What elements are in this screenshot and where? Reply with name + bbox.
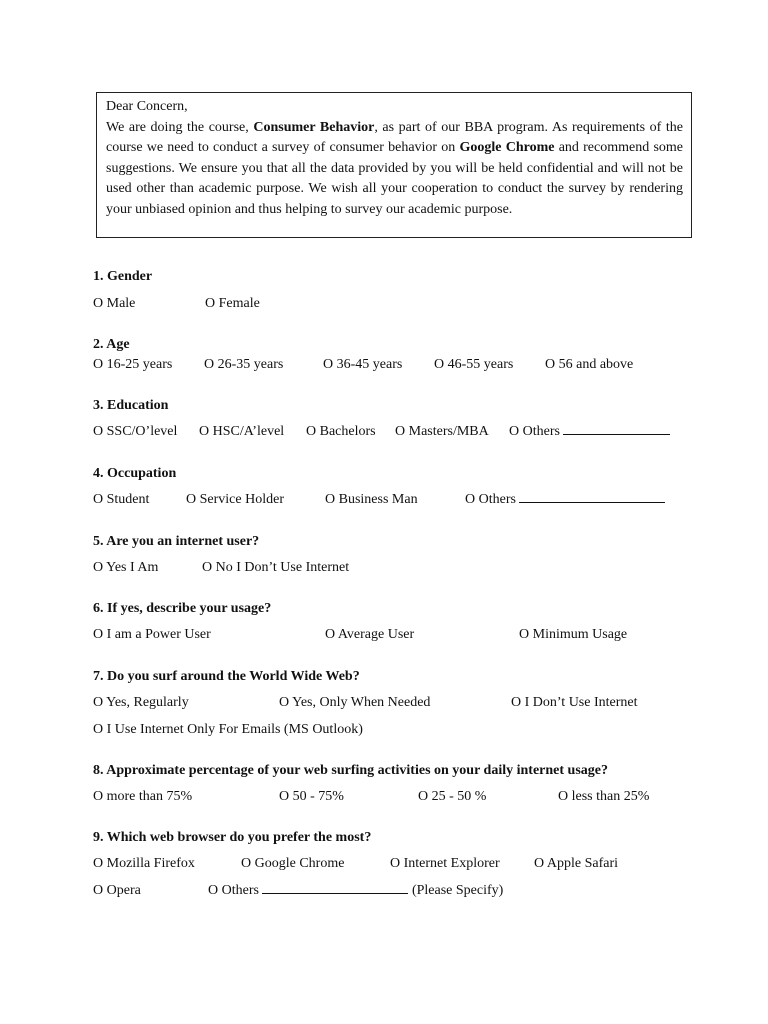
option-label: I Use Internet Only For Emails (MS Outlook) <box>106 722 363 737</box>
question-gender <box>93 268 713 314</box>
option-minimum-usage[interactable] <box>519 625 627 645</box>
option-label: Others <box>478 492 516 507</box>
question-education <box>93 397 713 442</box>
intro-text-3: and recommend some suggestions. We ensure you that all the data provided by you will be held confidential and will not be used other than academic purpose. We wish all your cooperation to conduct the survey by rendering your unbiased opinion and thus helping to survey our academic purpose. <box>106 140 683 217</box>
question-title: 1. Gender <box>93 269 153 284</box>
option-label: 56 and above <box>558 357 634 372</box>
option-opera[interactable] <box>93 881 141 901</box>
radio-circle[interactable]: O <box>325 492 336 507</box>
option-label: 16-25 years <box>106 357 173 372</box>
salutation: Dear Concern, <box>106 99 188 114</box>
radio-circle[interactable]: O <box>325 627 336 642</box>
option-masters[interactable] <box>395 422 489 442</box>
option-age-46-55[interactable] <box>434 355 513 375</box>
question-www <box>93 668 713 740</box>
option-internet-explorer[interactable] <box>390 854 500 874</box>
radio-circle[interactable]: O <box>93 627 104 642</box>
radio-circle[interactable]: O <box>93 424 104 439</box>
option-label: Average User <box>337 627 415 642</box>
option-hsc[interactable] <box>199 422 284 442</box>
radio-circle[interactable]: O <box>93 856 104 871</box>
option-regularly[interactable] <box>93 693 189 713</box>
radio-circle[interactable]: O <box>418 789 429 804</box>
others-blank-line[interactable] <box>262 881 408 894</box>
radio-circle[interactable]: O <box>93 296 104 311</box>
question-browser <box>93 829 713 901</box>
option-label: Internet Explorer <box>403 856 500 871</box>
radio-circle[interactable]: O <box>465 492 476 507</box>
option-occupation-others[interactable] <box>465 490 665 510</box>
radio-circle[interactable]: O <box>205 296 216 311</box>
question-age <box>93 336 713 375</box>
option-label: No I Don’t Use Internet <box>215 560 350 575</box>
option-age-16-25[interactable] <box>93 355 172 375</box>
question-percentage <box>93 762 713 807</box>
radio-circle[interactable]: O <box>199 424 210 439</box>
option-50-75[interactable] <box>279 787 344 807</box>
option-bachelors[interactable] <box>306 422 376 442</box>
radio-circle[interactable]: O <box>93 883 104 898</box>
question-title: 2. Age <box>93 337 130 352</box>
question-title: 4. Occupation <box>93 466 177 481</box>
radio-circle[interactable]: O <box>306 424 317 439</box>
option-label: Yes I Am <box>106 560 159 575</box>
option-label: 26-35 years <box>217 357 284 372</box>
option-label: Minimum Usage <box>532 627 628 642</box>
option-label: Male <box>106 296 136 311</box>
radio-circle[interactable]: O <box>558 789 569 804</box>
radio-circle[interactable]: O <box>545 357 556 372</box>
radio-circle[interactable]: O <box>93 789 104 804</box>
question-occupation <box>93 465 713 510</box>
radio-circle[interactable]: O <box>202 560 213 575</box>
option-business-man[interactable] <box>325 490 418 510</box>
option-average-user[interactable] <box>325 625 414 645</box>
radio-circle[interactable]: O <box>519 627 530 642</box>
radio-circle[interactable]: O <box>511 695 522 710</box>
radio-circle[interactable]: O <box>93 492 104 507</box>
radio-circle[interactable]: O <box>241 856 252 871</box>
option-label: Others <box>522 424 560 439</box>
option-25-50[interactable] <box>418 787 486 807</box>
option-dont-use[interactable] <box>511 693 638 713</box>
radio-circle[interactable]: O <box>93 357 104 372</box>
specify-note: (Please Specify) <box>411 883 504 898</box>
product-name: Google Chrome <box>459 140 555 155</box>
option-student[interactable] <box>93 490 149 510</box>
intro-box <box>96 92 692 238</box>
question-internet-user <box>93 533 713 578</box>
intro-text-1: We are doing the course, <box>106 119 254 135</box>
option-male[interactable] <box>93 294 135 314</box>
radio-circle[interactable]: O <box>323 357 334 372</box>
option-more-than-75[interactable] <box>93 787 192 807</box>
question-title: 3. Education <box>93 398 169 413</box>
option-safari[interactable] <box>534 854 618 874</box>
question-title: 6. If yes, describe your usage? <box>93 601 272 616</box>
option-label: Mozilla Firefox <box>106 856 195 871</box>
option-label: 50 - 75% <box>292 789 344 804</box>
option-label: SSC/O’level <box>106 424 178 439</box>
option-browser-others[interactable] <box>208 881 503 901</box>
option-label: 46-55 years <box>447 357 514 372</box>
option-label: Others <box>221 883 259 898</box>
option-age-26-35[interactable] <box>204 355 283 375</box>
radio-circle[interactable]: O <box>279 695 290 710</box>
option-ssc[interactable] <box>93 422 177 442</box>
option-label: 36-45 years <box>336 357 403 372</box>
question-usage <box>93 600 713 645</box>
question-title: 9. Which web browser do you prefer the most? <box>93 830 372 845</box>
radio-circle[interactable]: O <box>93 695 104 710</box>
option-education-others[interactable] <box>509 422 670 442</box>
option-power-user[interactable] <box>93 625 211 645</box>
option-label: Opera <box>106 883 141 898</box>
option-label: HSC/A’level <box>212 424 285 439</box>
option-age-36-45[interactable] <box>323 355 402 375</box>
option-label: Yes, Only When Needed <box>292 695 431 710</box>
option-label: Apple Safari <box>546 856 619 871</box>
radio-circle[interactable]: O <box>279 789 290 804</box>
option-label: I Don’t Use Internet <box>524 695 638 710</box>
option-emails-only[interactable] <box>93 720 363 740</box>
radio-circle[interactable]: O <box>434 357 445 372</box>
option-age-56-above[interactable] <box>545 355 633 375</box>
radio-circle[interactable]: O <box>93 722 104 737</box>
option-label: less than 25% <box>571 789 650 804</box>
option-label: 25 - 50 % <box>431 789 487 804</box>
radio-circle[interactable]: O <box>390 856 401 871</box>
intro-text-2: , as part of our BBA program. As requirements of the course we need to conduct a survey of consumer behavior on <box>106 119 683 155</box>
option-label: I am a Power User <box>106 627 211 642</box>
radio-circle[interactable]: O <box>204 357 215 372</box>
radio-circle[interactable]: O <box>93 560 104 575</box>
option-chrome[interactable] <box>241 854 344 874</box>
radio-circle[interactable]: O <box>186 492 197 507</box>
option-label: Service Holder <box>199 492 284 507</box>
others-blank-line[interactable] <box>563 422 670 435</box>
option-less-than-25[interactable] <box>558 787 649 807</box>
question-title: 8. Approximate percentage of your web surfing activities on your daily internet usage? <box>93 763 608 778</box>
option-label: Bachelors <box>319 424 376 439</box>
radio-circle[interactable]: O <box>208 883 219 898</box>
option-when-needed[interactable] <box>279 693 430 713</box>
radio-circle[interactable]: O <box>395 424 406 439</box>
option-yes-i-am[interactable] <box>93 558 158 578</box>
option-label: more than 75% <box>106 789 193 804</box>
option-label: Female <box>218 296 260 311</box>
others-blank-line[interactable] <box>519 490 665 503</box>
option-label: Student <box>106 492 150 507</box>
option-label: Business Man <box>338 492 418 507</box>
radio-circle[interactable]: O <box>509 424 520 439</box>
option-no-internet[interactable] <box>202 558 349 578</box>
question-title: 5. Are you an internet user? <box>93 534 260 549</box>
course-name: Consumer Behavior <box>253 119 375 135</box>
option-label: Yes, Regularly <box>106 695 189 710</box>
question-title: 7. Do you surf around the World Wide Web? <box>93 669 360 684</box>
option-firefox[interactable] <box>93 854 195 874</box>
option-label: Google Chrome <box>254 856 345 871</box>
option-service-holder[interactable] <box>186 490 284 510</box>
intro-paragraph <box>106 118 683 221</box>
option-label: Masters/MBA <box>408 424 489 439</box>
radio-circle[interactable]: O <box>534 856 545 871</box>
option-female[interactable] <box>205 294 260 314</box>
